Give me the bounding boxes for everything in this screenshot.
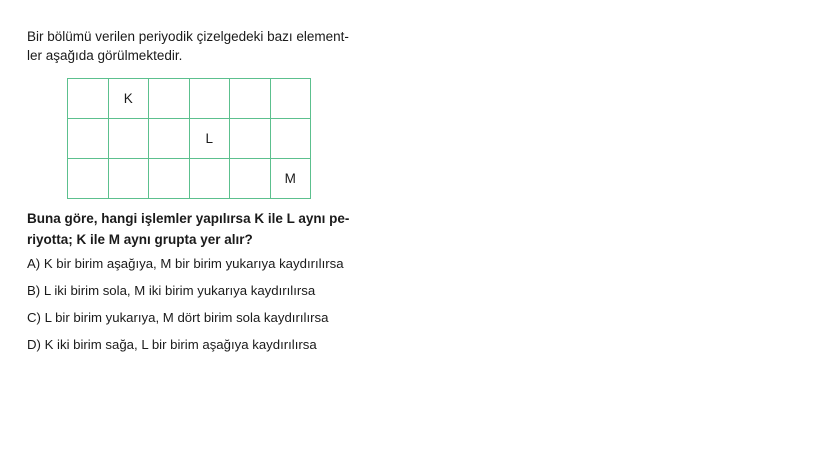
table-cell (149, 159, 190, 199)
table-cell (108, 159, 149, 199)
question-line: riyotta; K ile M aynı grupta yer alır? (27, 232, 253, 247)
table-cell (108, 119, 149, 159)
periodic-table-section (67, 78, 311, 199)
table-row (68, 159, 311, 199)
question-text (27, 208, 367, 250)
table-row (68, 119, 311, 159)
intro-line: Bir bölümü verilen periyodik çizelgedeki bazı element- (27, 29, 349, 44)
answer-options (27, 255, 344, 363)
table-cell (230, 119, 271, 159)
intro-line: ler aşağıda görülmektedir. (27, 48, 183, 63)
table-cell (189, 159, 230, 199)
option-b[interactable]: B) L iki birim sola, M iki birim yukarıya kaydırılırsa (27, 283, 316, 298)
question-line: Buna göre, hangi işlemler yapılırsa K ile L aynı pe- (27, 211, 350, 226)
table-cell (230, 79, 271, 119)
table-cell (68, 79, 109, 119)
table-cell (270, 79, 311, 119)
table-cell (189, 79, 230, 119)
element-cell-l: L (189, 119, 230, 159)
element-cell-m: M (270, 159, 311, 199)
element-cell-k: K (108, 79, 149, 119)
table-cell (230, 159, 271, 199)
intro-text (27, 27, 367, 65)
table-row (68, 79, 311, 119)
table-cell (68, 159, 109, 199)
option-a[interactable]: A) K bir birim aşağıya, M bir birim yukarıya kaydırılırsa (27, 256, 344, 271)
table-cell (270, 119, 311, 159)
table-cell (149, 119, 190, 159)
table-cell (149, 79, 190, 119)
table-cell (68, 119, 109, 159)
option-c[interactable]: C) L bir birim yukarıya, M dört birim sola kaydırılırsa (27, 310, 329, 325)
option-d[interactable]: D) K iki birim sağa, L bir birim aşağıya kaydırılırsa (27, 337, 317, 352)
